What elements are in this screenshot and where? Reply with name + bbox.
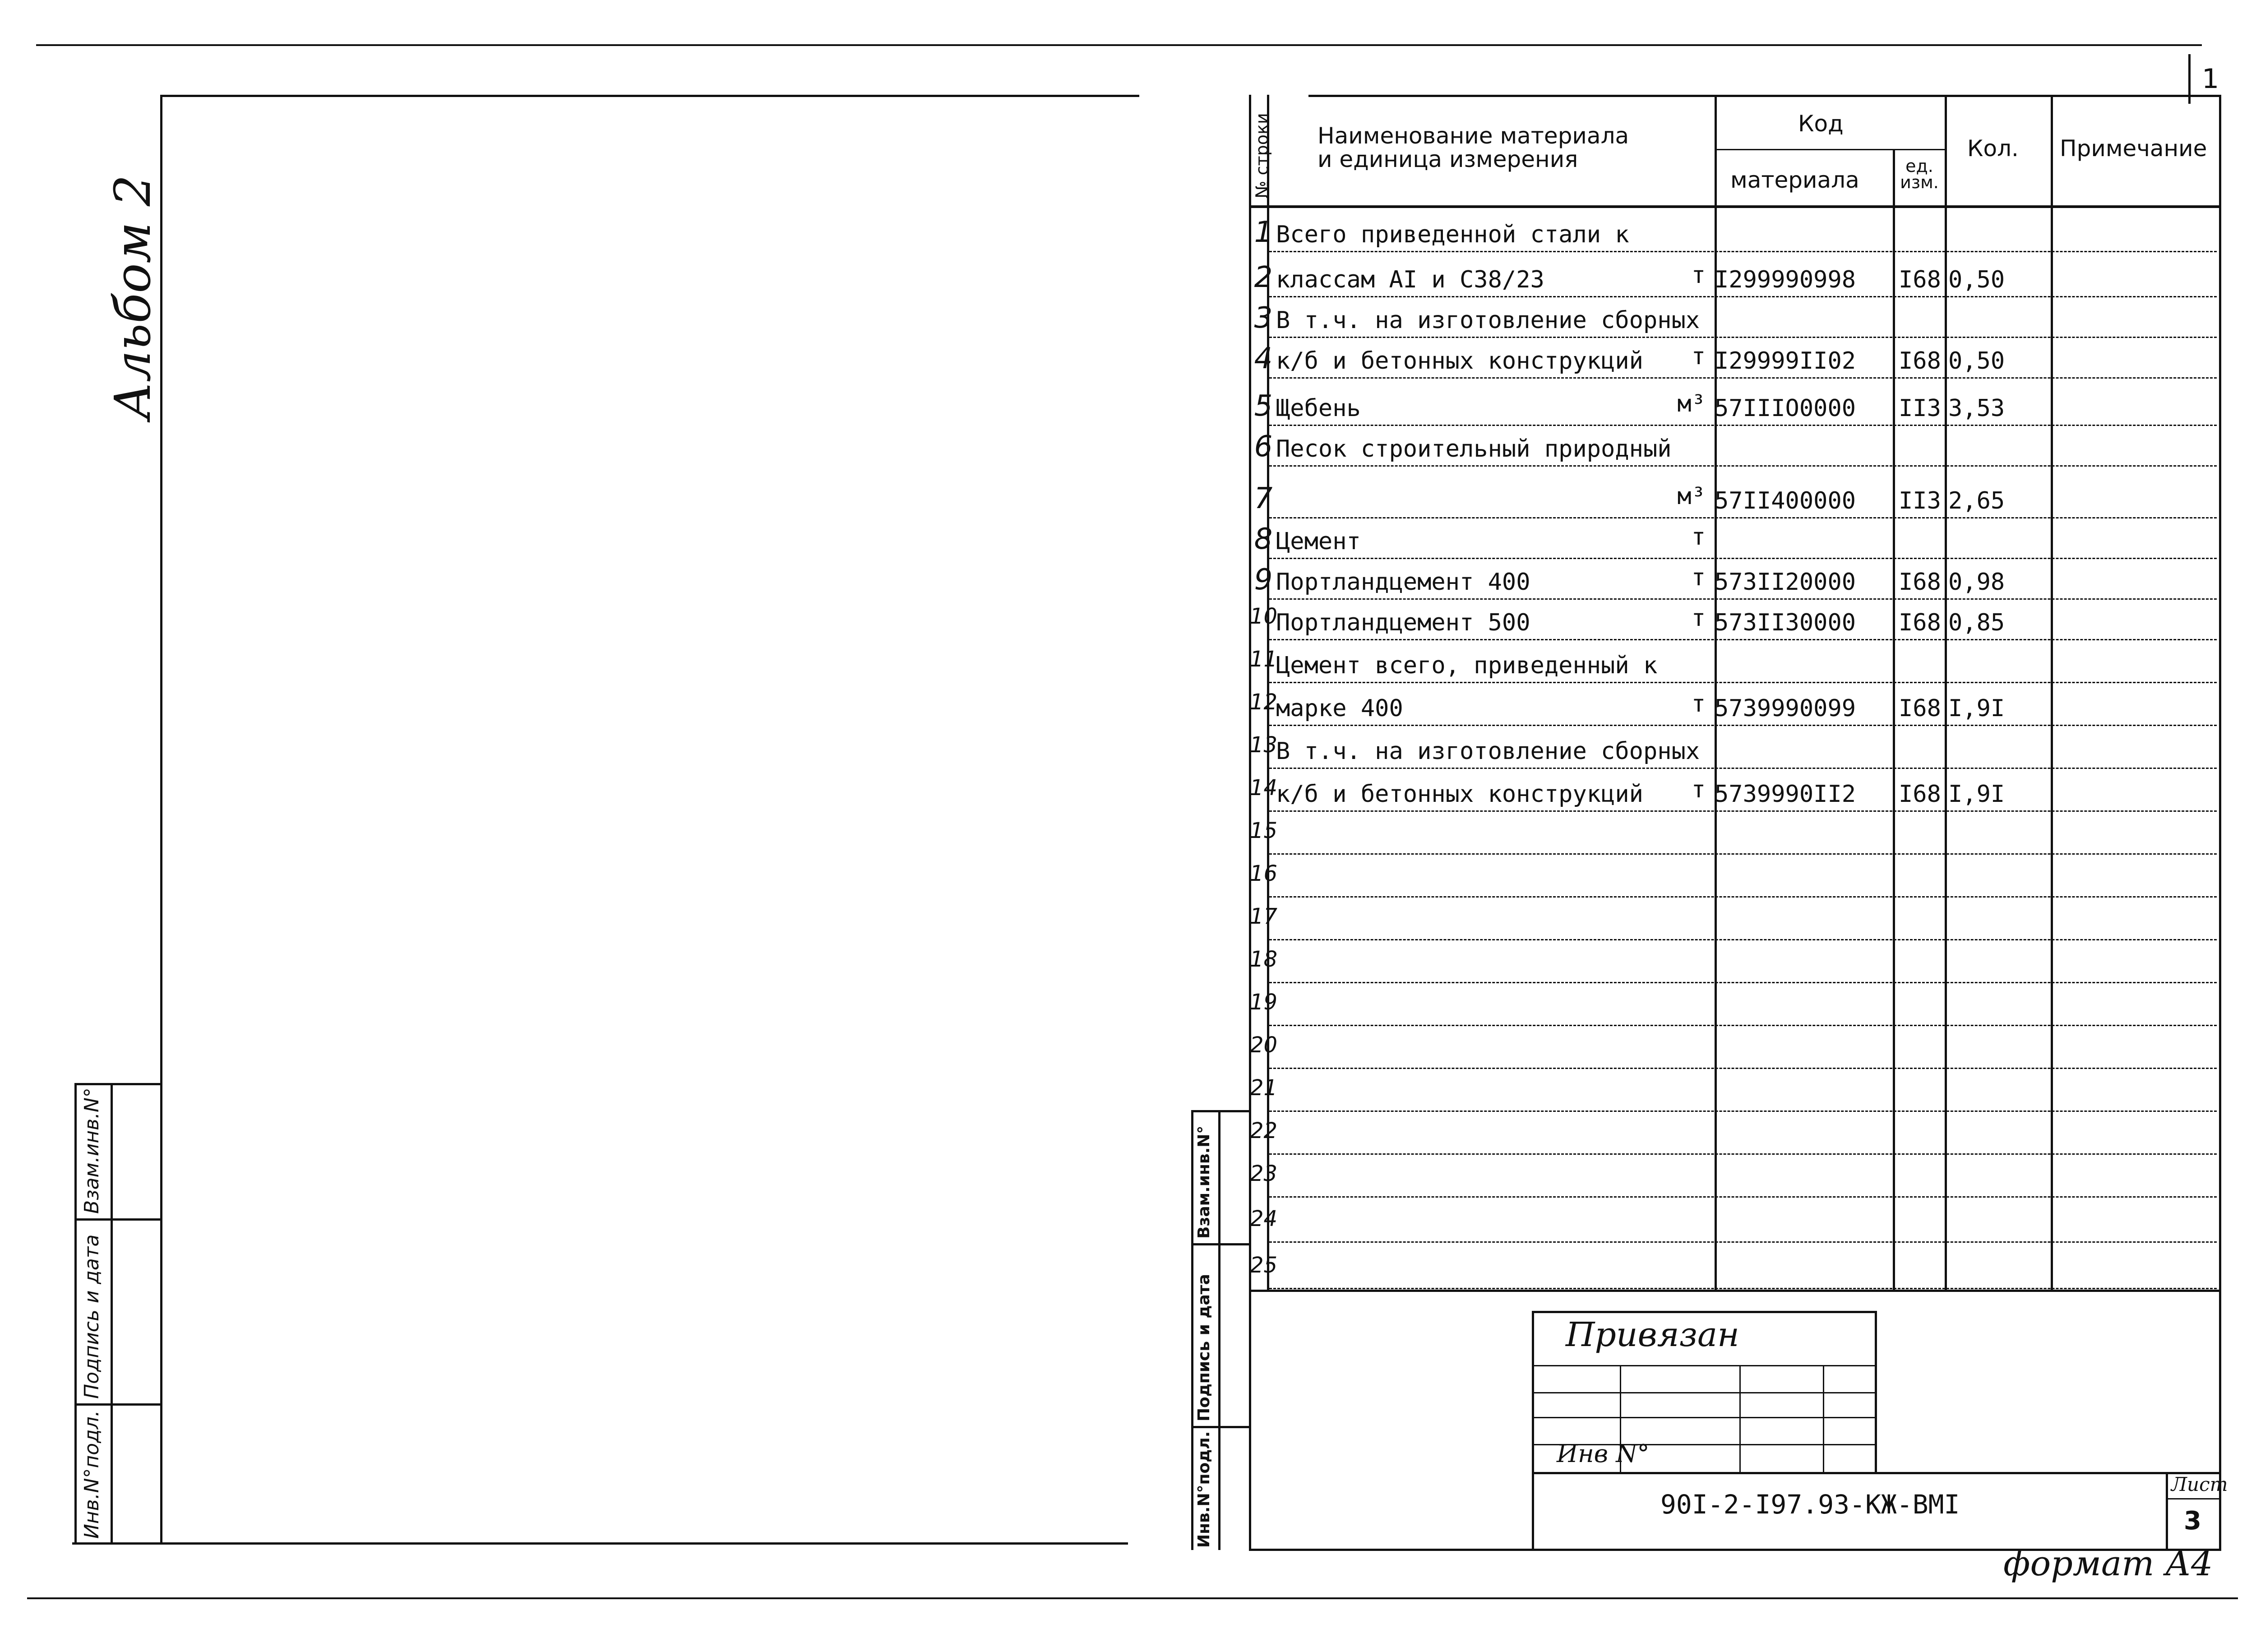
quantity: I,9I [1948,781,2005,808]
material-name: классам AI и С38/23 [1276,266,1544,293]
header-name: Наименование материала и единица измерения [1318,123,1629,172]
row-divider [1269,465,2217,467]
table-row [1249,898,2219,941]
tb-v3 [1823,1365,1824,1473]
table-row [1249,1155,2219,1198]
material-code: 5739990099 [1715,695,1856,722]
material-name: В т.ч. на изготовление сборных [1276,738,1700,765]
unit-code: II3 [1899,395,1941,422]
material-name: к/б и бетонных конструкций [1276,781,1643,808]
material-name: Цемент всего, приведенный к [1276,652,1658,679]
row-divider [1269,1196,2217,1198]
right-stamp-label-vzam: Взам.инв.N° [1195,1125,1213,1239]
quantity: 0,98 [1948,569,2005,596]
material-name: В т.ч. на изготовление сборных [1276,307,1700,334]
unit-code: I68 [1899,347,1941,375]
row-number: 24 [1250,1206,1278,1231]
top-edge-line [36,44,2202,46]
row-number: 18 [1250,947,1278,972]
header-note: Примечание [2060,135,2207,162]
header-row-number: № строки [1252,113,1272,199]
left-stamp-mid [111,1083,113,1543]
table-row [1249,1069,2219,1112]
table-row [1249,1198,2219,1243]
unit-code: I68 [1899,569,1941,596]
row-divider [1269,939,2217,940]
tb-right-upper [1875,1311,1877,1473]
unit-of-measure: м³ [1677,483,1706,510]
unit-of-measure: т [1691,343,1706,370]
unit-code: I68 [1899,781,1941,808]
row-number: 25 [1250,1253,1278,1278]
row-number: 7 [1254,482,1273,515]
sheet-label: Лист [2171,1473,2228,1495]
unit-code: I68 [1899,609,1941,636]
row-divider [1269,1241,2217,1243]
code-header-divider [1715,149,1945,150]
left-stamp-label-vzam: Взам.инв.N° [80,1087,103,1214]
table-row [1249,467,2219,519]
unit-of-measure: т [1691,776,1706,803]
unit-of-measure: т [1691,523,1706,551]
quantity: I,9I [1948,695,2005,722]
unit-of-measure: т [1691,564,1706,591]
tb-sheet-left [2166,1472,2168,1550]
table-row [1249,208,2219,253]
left-stamp-outer [74,1083,77,1543]
material-code: I299990998 [1715,266,1856,293]
row-divider [1269,1153,2217,1155]
material-code: I29999II02 [1715,347,1856,375]
right-stamp-div2 [1191,1426,1250,1428]
unit-of-measure: м³ [1677,390,1706,417]
table-row [1249,727,2219,769]
table-row [1249,560,2219,600]
row-number: 5 [1254,389,1273,423]
row-number: 16 [1250,861,1278,886]
material-name: к/б и бетонных конструкций [1276,347,1643,375]
table-row [1249,1243,2219,1290]
header-code: Код [1798,111,1844,137]
bottom-edge-line [27,1597,2238,1599]
table-row [1249,298,2219,338]
left-stamp-div1 [74,1218,160,1221]
unit-code: I68 [1899,266,1941,293]
row-divider [1269,296,2217,297]
left-frame-bottom [72,1542,1128,1545]
row-number: 12 [1250,689,1278,715]
left-stamp-div2 [74,1403,160,1406]
left-stamp-label-sign: Подпись и дата [80,1234,103,1399]
left-stamp-label-inv: Инв.N°подл. [80,1410,103,1539]
row-divider [1269,810,2217,812]
right-stamp-inner [1218,1110,1220,1550]
right-stamp-div1 [1191,1243,1250,1245]
row-number: 17 [1250,904,1278,929]
row-number: 1 [1254,216,1273,249]
row-number: 3 [1254,301,1273,335]
quantity: 0,85 [1948,609,2005,636]
inv-no-label: Инв N° [1557,1439,1650,1468]
format-label: формат А4 [2003,1543,2213,1583]
unit-of-measure: т [1691,605,1706,632]
material-name: Портландцемент 500 [1276,609,1530,636]
row-number: 11 [1250,647,1278,672]
row-number: 21 [1250,1075,1278,1101]
row-divider [1269,682,2217,683]
table-row [1249,519,2219,560]
row-divider [1269,1025,2217,1026]
top-corner-number: 1 [2202,63,2219,95]
privyazan-label: Привязан [1566,1315,1739,1354]
material-code: 573II30000 [1715,609,1856,636]
tb-main-top [1532,1472,2220,1474]
row-number: 13 [1250,732,1278,758]
table-row [1249,941,2219,984]
tb-v2 [1739,1365,1741,1473]
row-divider [1269,377,2217,379]
right-frame-right [2219,95,2221,1550]
right-stamp-top [1191,1110,1250,1112]
tb-top [1532,1311,1875,1313]
row-divider [1269,425,2217,426]
material-code: 5739990II2 [1715,781,1856,808]
unit-of-measure: т [1691,690,1706,717]
row-number: 4 [1254,342,1273,375]
table-row [1249,812,2219,855]
row-number: 10 [1250,604,1278,629]
material-name: марке 400 [1276,695,1403,722]
row-divider [1269,725,2217,726]
row-number: 19 [1250,990,1278,1015]
header-qty: Кол. [1967,135,2019,162]
table-row [1249,338,2219,379]
material-name: Портландцемент 400 [1276,569,1530,596]
unit-code: I68 [1899,695,1941,722]
row-divider [1269,337,2217,338]
row-number: 9 [1254,563,1273,597]
row-divider [1269,982,2217,983]
unit-of-measure: т [1691,262,1706,289]
table-row [1249,600,2219,641]
row-divider [1269,639,2217,640]
row-divider [1269,853,2217,855]
table-bottom-line [1249,1290,2219,1292]
document-code: 90I-2-I97.93-КЖ-ВМI [1660,1489,1960,1520]
table-row [1249,1112,2219,1155]
row-number: 20 [1250,1032,1278,1058]
sheet-number: 3 [2184,1506,2201,1536]
material-name: Цемент [1276,528,1361,555]
table-row [1249,984,2219,1027]
right-stamp-label-sign: Подпись и дата [1195,1274,1213,1421]
row-divider [1269,598,2217,600]
quantity: 0,50 [1948,266,2005,293]
row-number: 22 [1250,1118,1278,1143]
table-row [1249,426,2219,467]
left-frame-top [160,95,1139,97]
material-code: 573II20000 [1715,569,1856,596]
table-row [1249,1027,2219,1069]
row-divider [1269,896,2217,898]
row-divider [1269,517,2217,518]
table-row [1249,684,2219,727]
row-number: 23 [1250,1161,1278,1186]
row-divider [1269,251,2217,252]
right-stamp-outer [1191,1110,1193,1550]
material-name: Песок строительный природный [1276,435,1672,463]
header-code-material: материала [1730,167,1859,193]
row-number: 14 [1250,775,1278,801]
right-stamp-label-inv: Инв.N°подл. [1195,1431,1213,1548]
header-code-unit: ед. изм. [1900,156,1939,192]
row-number: 8 [1254,523,1273,556]
left-stamp-top [74,1083,160,1085]
album-label: Альбом 2 [104,175,162,420]
row-number: 15 [1250,818,1278,843]
material-code: 57IIIO0000 [1715,395,1856,422]
table-row [1249,641,2219,684]
table-row [1249,855,2219,898]
table-row [1249,253,2219,298]
material-name: Щебень [1276,395,1361,422]
right-frame-top [1308,95,2220,97]
tb-sheet-div [2166,1498,2220,1499]
quantity: 2,65 [1948,487,2005,514]
table-row [1249,379,2219,426]
row-divider [1269,1111,2217,1112]
row-number: 6 [1254,430,1273,463]
table-row [1249,769,2219,812]
row-divider [1269,1068,2217,1069]
row-divider [1269,558,2217,559]
material-code: 57II400000 [1715,487,1856,514]
unit-code: II3 [1899,487,1941,514]
row-divider [1269,1288,2217,1289]
quantity: 3,53 [1948,395,2005,422]
tb-left [1532,1311,1534,1550]
quantity: 0,50 [1948,347,2005,375]
row-divider [1269,768,2217,769]
row-number: 2 [1254,261,1273,294]
material-name: Всего приведенной стали к [1276,221,1629,248]
